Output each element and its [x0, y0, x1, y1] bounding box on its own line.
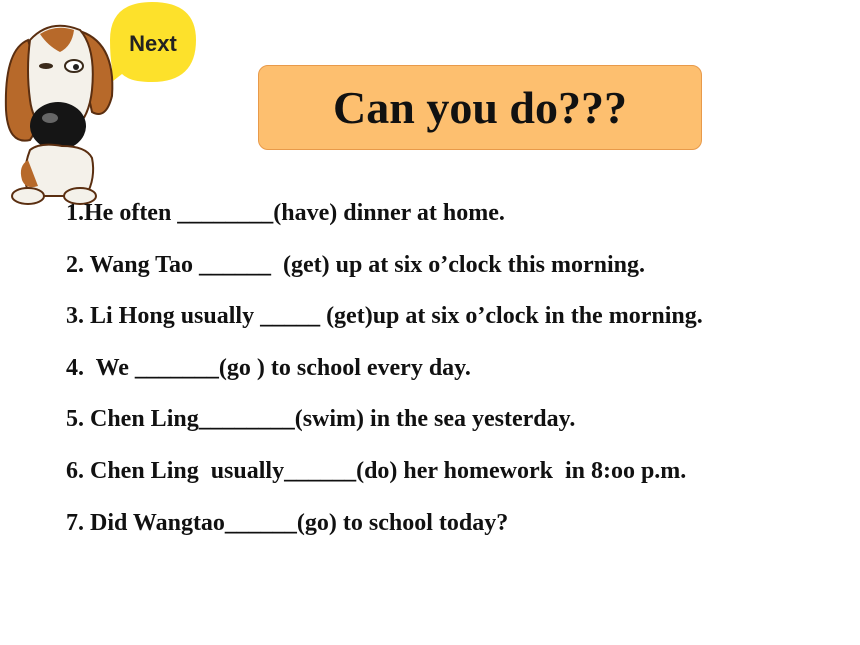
- exercise-item-3: 3. Li Hong usually _____ (get)up at six o’clock in the morning.: [66, 303, 703, 330]
- next-label: Next: [129, 31, 177, 56]
- exercise-item-6: 6. Chen Ling usually______(do) her homework in 8:oo p.m.: [66, 457, 687, 484]
- title-banner: [258, 65, 702, 150]
- page-title: Can you do???: [333, 82, 627, 133]
- next-button[interactable]: [104, 2, 196, 88]
- exercise-item-4: 4. We _______(go ) to school every day.: [66, 354, 471, 381]
- exercise-item-2: 2. Wang Tao ______ (get) up at six o’clock this morning.: [66, 251, 645, 278]
- dog-mascot-illustration: [0, 0, 200, 210]
- exercise-list: [66, 197, 703, 558]
- exercise-item-5: 5. Chen Ling________(swim) in the sea yesterday.: [66, 406, 576, 433]
- exercise-item-7: 7. Did Wangtao______(go) to school today?: [66, 509, 509, 536]
- exercise-item-1: 1.He often ________(have) dinner at home.: [66, 200, 505, 226]
